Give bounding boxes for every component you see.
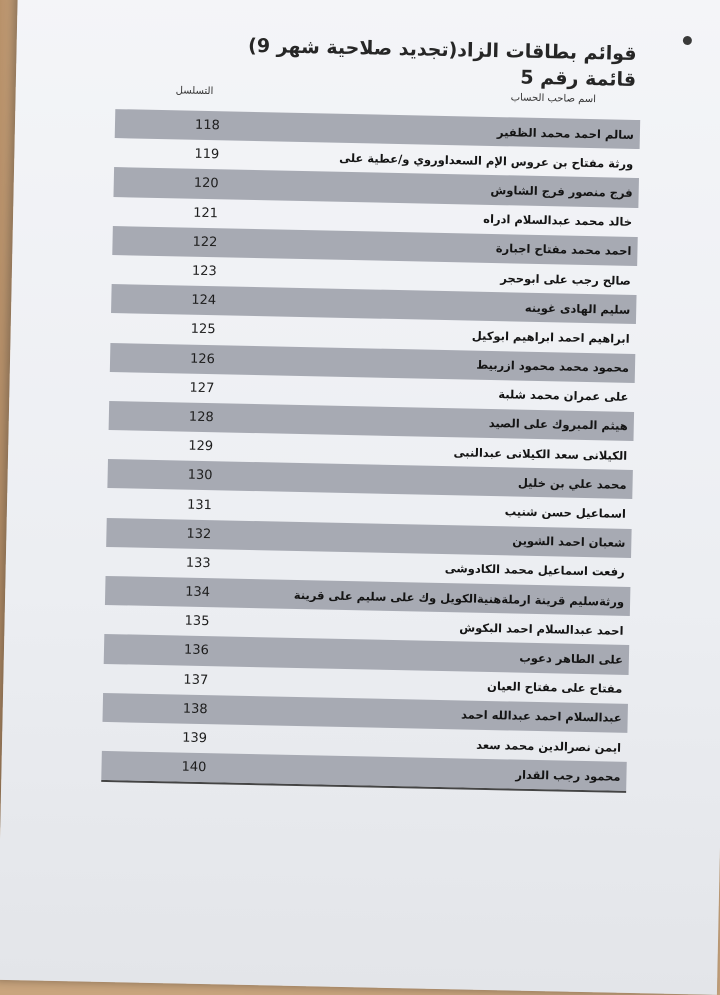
sequence-number: 132 xyxy=(186,526,212,542)
sequence-number: 138 xyxy=(182,701,208,717)
account-holder-name: خالد محمد عبدالسلام ادراه xyxy=(483,211,633,230)
title-line-1: قوائم بطاقات الزاد(تجديد صلاحية شهر 9) xyxy=(247,34,637,65)
account-holder-name: رفعت اسماعيل محمد الكادوشى xyxy=(444,561,625,580)
account-holder-name: احمد محمد مفتاح اجبارة xyxy=(495,241,632,259)
account-holder-name: على عمران محمد شلبة xyxy=(498,387,629,405)
account-holder-name: سالم احمد محمد الظفير xyxy=(496,124,635,142)
sequence-number: 140 xyxy=(181,759,207,776)
sequence-number: 126 xyxy=(189,351,216,367)
account-holder-name: احمد عبدالسلام احمد البكوش xyxy=(459,620,624,638)
account-holder-name: اسماعيل حسن شنيب xyxy=(504,504,627,521)
sequence-number: 131 xyxy=(186,497,213,513)
account-holder-name: شعبان احمد الشوين xyxy=(512,533,626,551)
sequence-number: 130 xyxy=(187,468,213,484)
account-holder-name: ورثة مفتاح بن عروس الإم السعداوروي و/عطية على xyxy=(339,150,634,171)
account-holder-name: محمود رجب القدار xyxy=(515,767,621,784)
account-holder-name: هيثم المبروك على الصيد xyxy=(488,416,628,434)
accounts-table xyxy=(101,109,640,793)
sequence-number: 120 xyxy=(193,176,219,192)
account-holder-name: عبدالسلام احمد عبدالله احمد xyxy=(460,707,622,726)
sequence-number: 129 xyxy=(188,438,214,455)
sequence-number: 137 xyxy=(183,672,209,688)
sequence-number: 135 xyxy=(184,613,210,630)
account-holder-name: محمد علي بن خليل xyxy=(517,475,627,492)
account-holder-name: فرج منصور فرج الشاوش xyxy=(490,182,633,200)
sequence-number: 134 xyxy=(185,584,211,601)
sequence-number: 133 xyxy=(185,555,211,572)
document-title xyxy=(216,32,637,93)
sequence-number: 125 xyxy=(190,322,216,338)
sequence-number: 124 xyxy=(191,292,217,309)
sequence-number: 122 xyxy=(192,234,218,251)
account-holder-name: ايمن نصرالدين محمد سعد xyxy=(476,737,622,755)
account-holder-name: على الطاهر دعوب xyxy=(519,650,624,667)
sequence-number: 127 xyxy=(189,380,215,396)
account-holder-name: مفتاح على مفتاح العيان xyxy=(486,679,623,696)
account-holder-name: محمود محمد محمود ازربيط xyxy=(476,357,630,375)
punch-hole xyxy=(683,36,692,45)
sequence-number: 136 xyxy=(183,643,209,659)
account-holder-name: الكيلانى سعد الكيلانى عبدالنبى xyxy=(453,444,628,463)
account-holder-name: صالح رجب على ابوحجر xyxy=(500,270,631,288)
account-holder-name: ابراهيم احمد ابراهيم ابوكيل xyxy=(471,328,630,346)
sequence-number: 118 xyxy=(194,117,220,134)
sequence-number: 121 xyxy=(193,205,219,221)
account-holder-name: ورثةسليم قرينة ارملةهنيةالكويل وك على سليم على قرينة xyxy=(293,587,625,609)
column-header-account-holder: اسم صاحب الحساب xyxy=(510,92,597,106)
title-line-2: قائمة رقم 5 xyxy=(520,66,637,91)
sequence-number: 123 xyxy=(191,263,217,280)
sequence-number: 139 xyxy=(182,730,208,747)
account-holder-name: سليم الهادى غوينه xyxy=(524,300,631,317)
sequence-number: 128 xyxy=(188,409,214,426)
sequence-number: 119 xyxy=(194,147,220,163)
column-header-sequence: التسلسل xyxy=(175,85,214,98)
